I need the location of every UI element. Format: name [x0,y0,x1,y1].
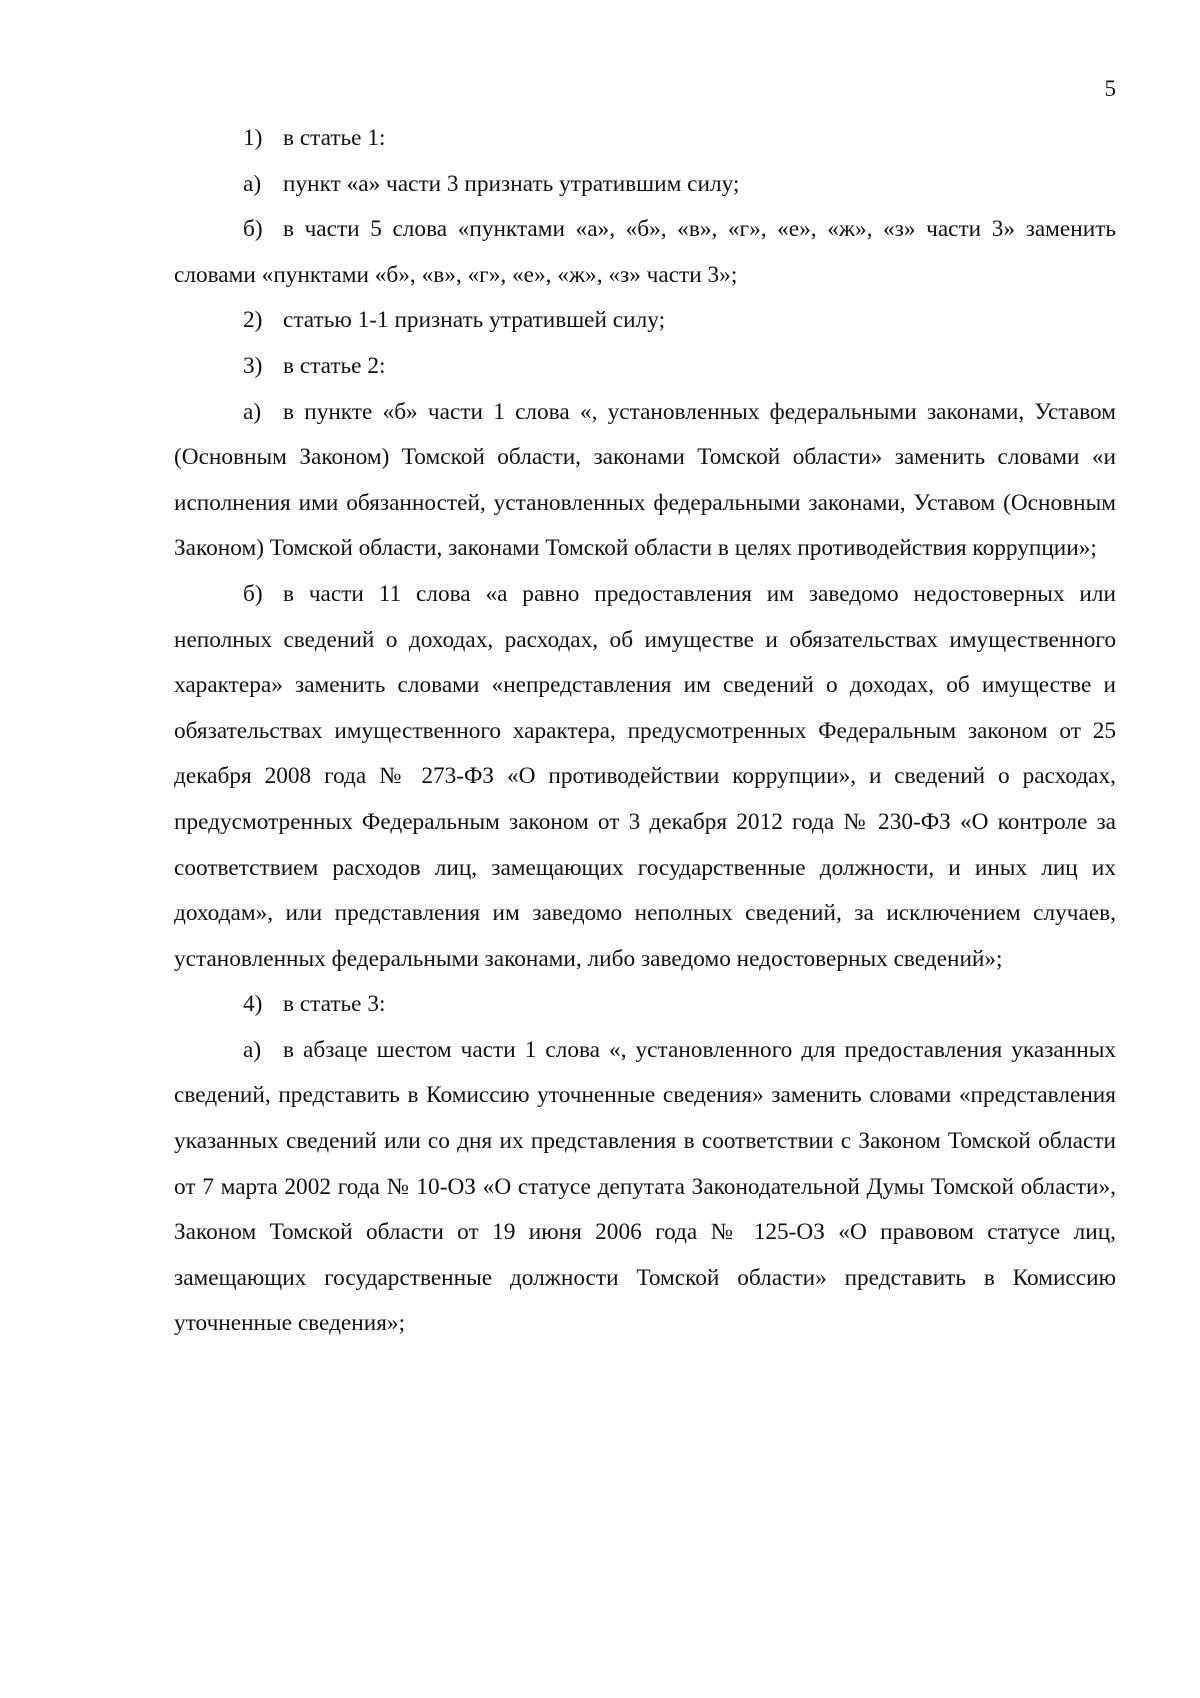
paragraph-1 [174,116,1116,162]
paragraph-marker: б) [243,216,263,243]
paragraph-4 [174,298,1116,344]
paragraph-text: в пункте «б» части 1 слова «, установленных федеральными законами, Уставом (Основным Законом) Томской области, законами Томской области» заменить словами «и исполнения ими обязанностей, установленных федеральными законами, Уставом (Основным Законом) Томской области, законами Томской области в целях противодействия коррупции»; [174,398,1116,562]
paragraph-text: в статье 2: [283,352,386,379]
paragraph-text: в статье 1: [283,125,386,151]
paragraph-text: в статье 3: [283,991,386,1018]
paragraph-marker: а) [243,398,262,425]
paragraph-marker: б) [243,580,263,607]
paragraph-3 [174,207,1116,298]
paragraph-text: в части 5 слова «пунктами «а», «б», «в», «г», «е», «ж», «з» части 3» заменить словами «пунктами «б», «в», «г», «е», «ж», «з» части 3»; [174,216,1116,288]
paragraph-5 [174,344,1116,390]
paragraph-7 [174,572,1116,982]
paragraph-text: пункт «а» части 3 признать утратившим силу; [283,170,740,197]
paragraph-9 [174,1028,1116,1347]
paragraph-text: статью 1-1 признать утратившей силу; [283,307,666,334]
document-body [174,116,1116,1347]
paragraph-marker: 2) [243,307,263,334]
paragraph-marker: а) [243,1036,262,1063]
paragraph-marker: 4) [243,991,263,1018]
paragraph-marker: 3) [243,352,263,379]
paragraph-text: в абзаце шестом части 1 слова «, установленного для предоставления указанных сведений, представить в Комиссию уточненные сведения» заменить словами «представления указанных сведений или со дня их представления в соответствии с Законом Томской области от 7 марта 2002 года № 10-ОЗ «О статусе депутата Законодательной Думы Томской области», Законом Томской области от 19 июня 2006 года № 125-ОЗ «О правовом статусе лиц, замещающих государственные должности Томской области» представить в Комиссию уточненные сведения»; [174,1036,1116,1337]
paragraph-8 [174,982,1116,1028]
paragraph-marker: а) [243,170,262,197]
paragraph-2 [174,162,1116,208]
page-number: 5 [1104,76,1116,101]
paragraph-text: в части 11 слова «а равно предоставления им заведомо недостоверных или неполных сведений о доходах, расходах, об имуществе и обязательствах имущественного характера» заменить словами «непредставления им сведений о доходах, об имуществе и обязательствах имущественного характера, предусмотренных Федеральным законом от 25 декабря 2008 года № 273-ФЗ «О противодействии коррупции», и сведений о расходах, предусмотренных Федеральным законом от 3 декабря 2012 года № 230-ФЗ «О контроле за соответствием расходов лиц, замещающих государственные должности, и иных лиц их доходам», или представления им заведомо неполных сведений, за исключением случаев, установленных федеральными законами, либо заведомо недостоверных сведений»; [174,580,1116,972]
paragraph-marker: 1) [243,125,263,151]
paragraph-6 [174,390,1116,572]
